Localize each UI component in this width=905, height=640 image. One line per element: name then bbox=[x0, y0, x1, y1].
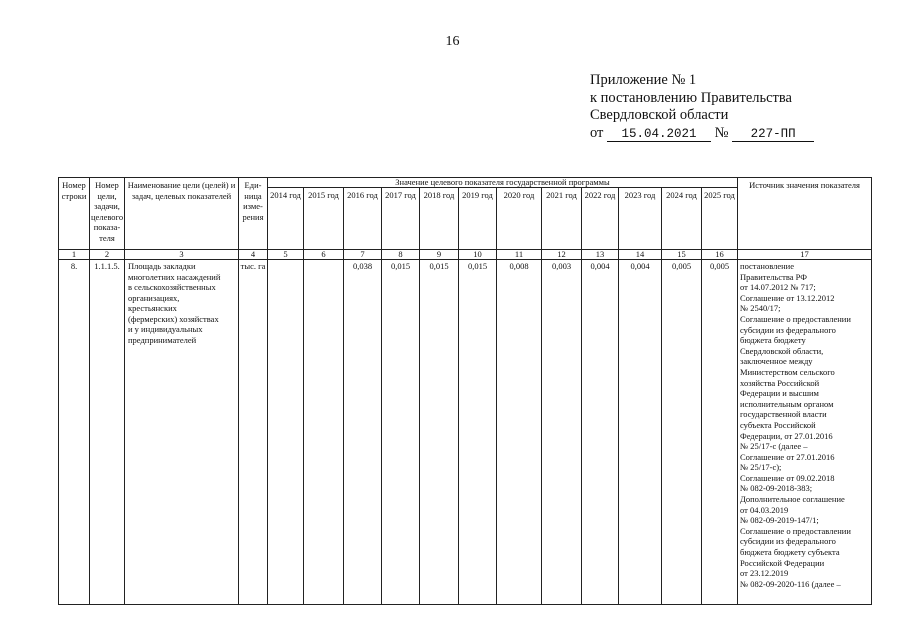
value-2014 bbox=[268, 260, 304, 605]
year-header: 2023 год bbox=[619, 188, 662, 250]
source-line: № 082-09-2018-383; bbox=[740, 483, 813, 494]
appendix-line-3: Свердловской области bbox=[590, 107, 729, 123]
source-line: государственной власти bbox=[740, 409, 827, 420]
column-number: 16 bbox=[702, 250, 738, 260]
decree-date: 15.04.2021 bbox=[607, 127, 711, 142]
source-line: субсидии из федерального bbox=[740, 324, 836, 335]
source-line: Соглашение от 09.02.2018 bbox=[740, 472, 835, 483]
column-number: 17 bbox=[738, 250, 872, 260]
source-line: Правительства РФ bbox=[740, 271, 807, 282]
appendix-block bbox=[590, 72, 830, 142]
value-2015 bbox=[304, 260, 344, 605]
table-row bbox=[59, 260, 872, 605]
value-2024: 0,005 bbox=[662, 260, 702, 605]
year-header: 2025 год bbox=[702, 188, 738, 250]
header-value-group: Значение целевого показателя государственной программы bbox=[268, 178, 738, 188]
column-number: 5 bbox=[268, 250, 304, 260]
year-header: 2022 год bbox=[582, 188, 619, 250]
value-2020: 0,008 bbox=[497, 260, 542, 605]
goal-name-line: многолетних насаждений bbox=[128, 271, 221, 282]
year-header: 2016 год bbox=[344, 188, 382, 250]
column-number: 11 bbox=[497, 250, 542, 260]
goal-name-line: (фермерских) хозяйствах bbox=[128, 313, 219, 324]
unit-cell: тыс. га bbox=[239, 260, 268, 605]
appendix-line-2: к постановлению Правительства bbox=[590, 89, 792, 106]
header-goal-name: Наименование цели (целей) и задач, целевых показателей bbox=[125, 178, 239, 250]
year-header: 2017 год bbox=[382, 188, 420, 250]
number-prefix: № bbox=[714, 124, 729, 141]
indicators-table bbox=[58, 177, 872, 605]
source-line: Дополнительное соглашение bbox=[740, 494, 845, 505]
column-number: 12 bbox=[542, 250, 582, 260]
header-goal-number: Номер цели, задачи, целевого показа-теля bbox=[90, 178, 125, 250]
source-line: бюджета бюджету bbox=[740, 335, 806, 346]
value-2018: 0,015 bbox=[420, 260, 459, 605]
source-line: Свердловской области, bbox=[740, 345, 824, 356]
header-row-number: Номер строки bbox=[59, 178, 90, 250]
column-number: 8 bbox=[382, 250, 420, 260]
source-line: хозяйства Российской bbox=[740, 377, 820, 388]
source-line: Российской Федерации bbox=[740, 557, 825, 568]
source-line: постановление bbox=[740, 261, 794, 271]
source-line: заключенное между bbox=[740, 356, 813, 367]
source-line: Соглашение от 13.12.2012 bbox=[740, 292, 835, 303]
goal-name-line: в сельскохозяйственных bbox=[128, 282, 216, 292]
source-line: субсидии из федерального bbox=[740, 536, 836, 547]
source-line: исполнительным органом bbox=[740, 398, 834, 409]
column-number: 15 bbox=[662, 250, 702, 260]
source-cell bbox=[738, 260, 872, 605]
goal-name-line: крестьянских bbox=[128, 303, 177, 313]
year-header: 2015 год bbox=[304, 188, 344, 250]
column-number-row bbox=[59, 250, 872, 260]
header-source: Источник значения показателя bbox=[738, 178, 872, 250]
value-2025: 0,005 bbox=[702, 260, 738, 605]
column-number: 13 bbox=[582, 250, 619, 260]
column-number: 2 bbox=[90, 250, 125, 260]
decree-number: 227-ПП bbox=[732, 127, 814, 142]
source-line: Федерации, от 27.01.2016 bbox=[740, 430, 833, 441]
source-line: № 25/17-с); bbox=[740, 462, 782, 473]
page-number: 16 bbox=[445, 34, 460, 49]
appendix-title: Приложение № 1 bbox=[590, 72, 697, 88]
goal-name-line: предпринимателей bbox=[128, 334, 197, 345]
goal-name-line: организациях, bbox=[128, 292, 180, 303]
source-line: бюджета бюджету субъекта bbox=[740, 547, 840, 558]
year-header: 2021 год bbox=[542, 188, 582, 250]
column-number: 7 bbox=[344, 250, 382, 260]
source-line: от 04.03.2019 bbox=[740, 504, 789, 515]
column-number: 4 bbox=[239, 250, 268, 260]
value-2017: 0,015 bbox=[382, 260, 420, 605]
column-number: 10 bbox=[459, 250, 497, 260]
year-header: 2019 год bbox=[459, 188, 497, 250]
source-line: от 23.12.2019 bbox=[740, 568, 789, 579]
source-line: Министерством сельского bbox=[740, 366, 835, 377]
goal-name-cell bbox=[125, 260, 239, 605]
source-line: № 082-09-2020-116 (далее – bbox=[740, 578, 841, 589]
source-line: Соглашение о предоставлении bbox=[740, 525, 851, 536]
source-line: № 25/17-с (далее – bbox=[740, 441, 808, 452]
source-line: от 14.07.2012 № 717; bbox=[740, 282, 816, 293]
header-unit: Еди-ница изме-рения bbox=[239, 178, 268, 250]
row-number-cell: 8. bbox=[59, 260, 90, 605]
value-2023: 0,004 bbox=[619, 260, 662, 605]
column-number: 9 bbox=[420, 250, 459, 260]
source-line: Федерации и высшим bbox=[740, 388, 819, 399]
year-header: 2020 год bbox=[497, 188, 542, 250]
value-2021: 0,003 bbox=[542, 260, 582, 605]
year-header: 2024 год bbox=[662, 188, 702, 250]
year-header: 2014 год bbox=[268, 188, 304, 250]
column-number: 1 bbox=[59, 250, 90, 260]
source-line: № 082-09-2019-147/1; bbox=[740, 515, 819, 526]
column-number: 14 bbox=[619, 250, 662, 260]
year-header: 2018 год bbox=[420, 188, 459, 250]
column-number: 3 bbox=[125, 250, 239, 260]
goal-number-cell: 1.1.1.5. bbox=[90, 260, 125, 605]
goal-name-line: Площадь закладки bbox=[128, 261, 196, 271]
appendix-date-line bbox=[590, 125, 830, 143]
source-line: Соглашение о предоставлении bbox=[740, 313, 851, 324]
source-line: № 2540/17; bbox=[740, 303, 781, 314]
value-2022: 0,004 bbox=[582, 260, 619, 605]
date-prefix: от bbox=[590, 124, 604, 141]
source-line: Соглашение от 27.01.2016 bbox=[740, 451, 835, 462]
value-2019: 0,015 bbox=[459, 260, 497, 605]
column-number: 6 bbox=[304, 250, 344, 260]
value-2016: 0,038 bbox=[344, 260, 382, 605]
source-line: субъекта Российской bbox=[740, 419, 816, 430]
goal-name-line: и у индивидуальных bbox=[128, 324, 203, 334]
